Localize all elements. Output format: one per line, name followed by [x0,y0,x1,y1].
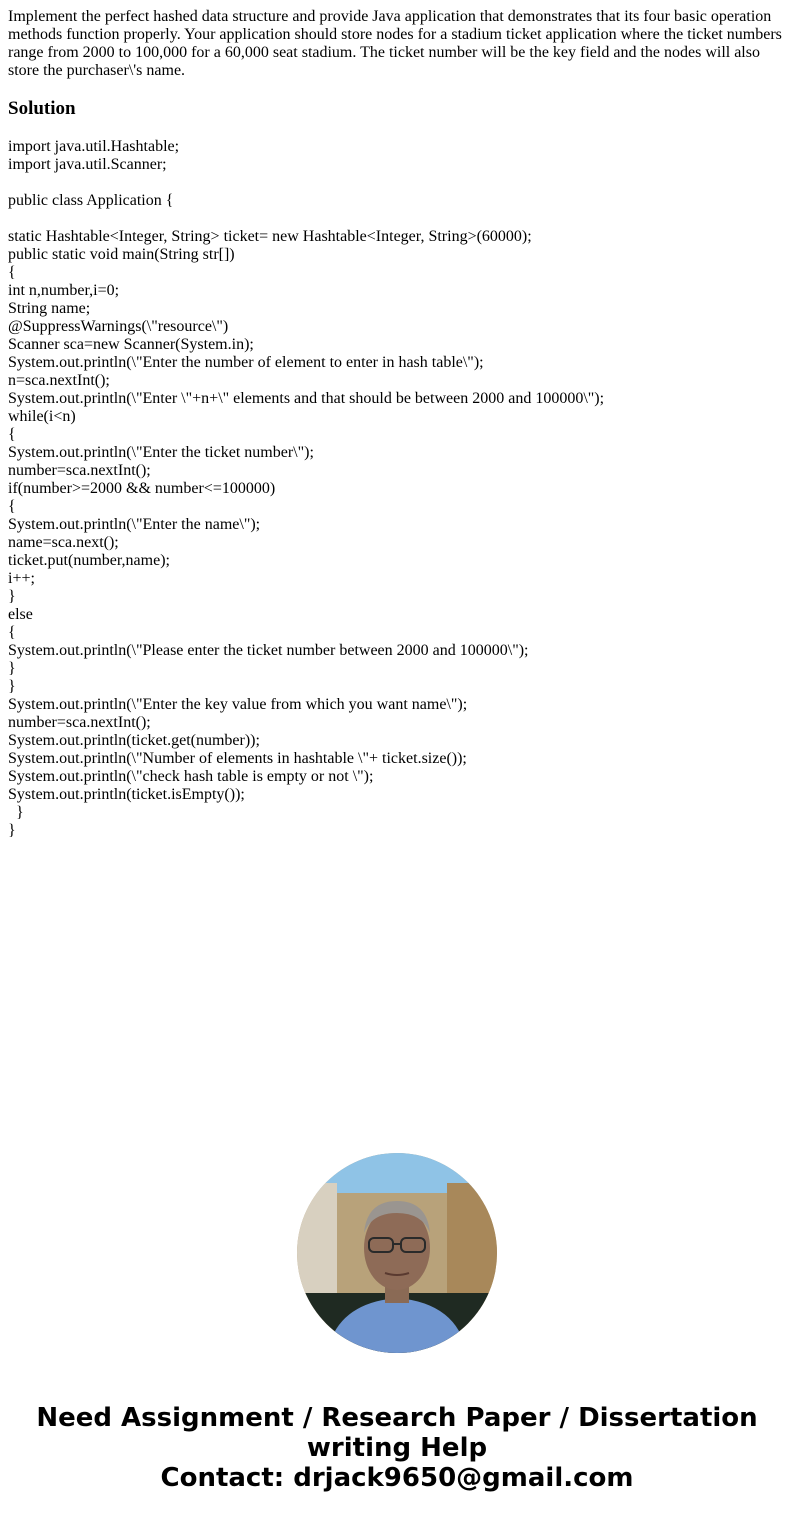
code-line: System.out.println(\"check hash table is empty or not \"); [8,768,374,785]
code-line: } [8,660,16,677]
code-line: { [8,498,16,515]
author-photo [297,1153,497,1353]
question-text: Implement the perfect hashed data structure and provide Java application that demonstrates that its four basic operation methods function properly. Your application should store nodes for a stadium ticket application where the ticket numbers range from 2000 to 100,000 for a 60,000 seat stadium. The ticket number will be the key field and the nodes will also store the purchaser\'s name. [8,8,782,79]
code-line: ticket.put(number,name); [8,552,170,569]
code-line: number=sca.nextInt(); [8,462,151,479]
code-line: import java.util.Scanner; [8,156,167,173]
code-line: } [8,822,16,839]
code-line: } [8,804,24,821]
code-line: System.out.println(ticket.isEmpty()); [8,786,245,803]
footer-contact: Contact: drjack9650@gmail.com [160,1463,634,1493]
code-line: public static void main(String str[]) [8,246,235,263]
code-line: System.out.println(\"Enter \"+n+\" elements and that should be between 2000 and 100000\"); [8,390,605,407]
code-line: System.out.println(ticket.get(number)); [8,732,260,749]
code-line: } [8,588,16,605]
solution-heading: Solution [8,98,76,119]
code-line: System.out.println(\"Enter the ticket number\"); [8,444,314,461]
code-line: else [8,606,33,623]
code-line: if(number>=2000 && number<=100000) [8,480,276,497]
code-line: { [8,624,16,641]
code-line: { [8,264,16,281]
code-line: } [8,678,16,695]
code-block [8,138,604,840]
footer-banner [0,1403,794,1493]
code-line: String name; [8,300,91,317]
code-line: import java.util.Hashtable; [8,138,180,155]
code-line: { [8,426,16,443]
code-line: while(i<n) [8,408,76,425]
code-line: i++; [8,570,35,587]
code-line: System.out.println(\"Enter the name\"); [8,516,261,533]
code-line: System.out.println(\"Enter the number of element to enter in hash table\"); [8,354,484,371]
code-line: System.out.println(\"Enter the key value from which you want name\"); [8,696,468,713]
code-line [8,210,604,228]
code-line: number=sca.nextInt(); [8,714,151,731]
code-line: System.out.println(\"Please enter the ticket number between 2000 and 100000\"); [8,642,529,659]
code-line: System.out.println(\"Number of elements in hashtable \"+ ticket.size()); [8,750,467,767]
code-line: name=sca.next(); [8,534,119,551]
code-line: n=sca.nextInt(); [8,372,110,389]
person-photo-icon [297,1153,497,1353]
code-line: public class Application { [8,192,174,209]
code-line [8,174,604,192]
document [8,8,786,839]
footer-line-1: Need Assignment / Research Paper / Dissertation [36,1403,758,1433]
code-line: int n,number,i=0; [8,282,120,299]
code-line: static Hashtable<Integer, String> ticket= new Hashtable<Integer, String>(60000); [8,228,532,245]
code-line: Scanner sca=new Scanner(System.in); [8,336,254,353]
code-line: @SuppressWarnings(\"resource\") [8,318,229,335]
footer-line-2: writing Help [306,1433,488,1463]
